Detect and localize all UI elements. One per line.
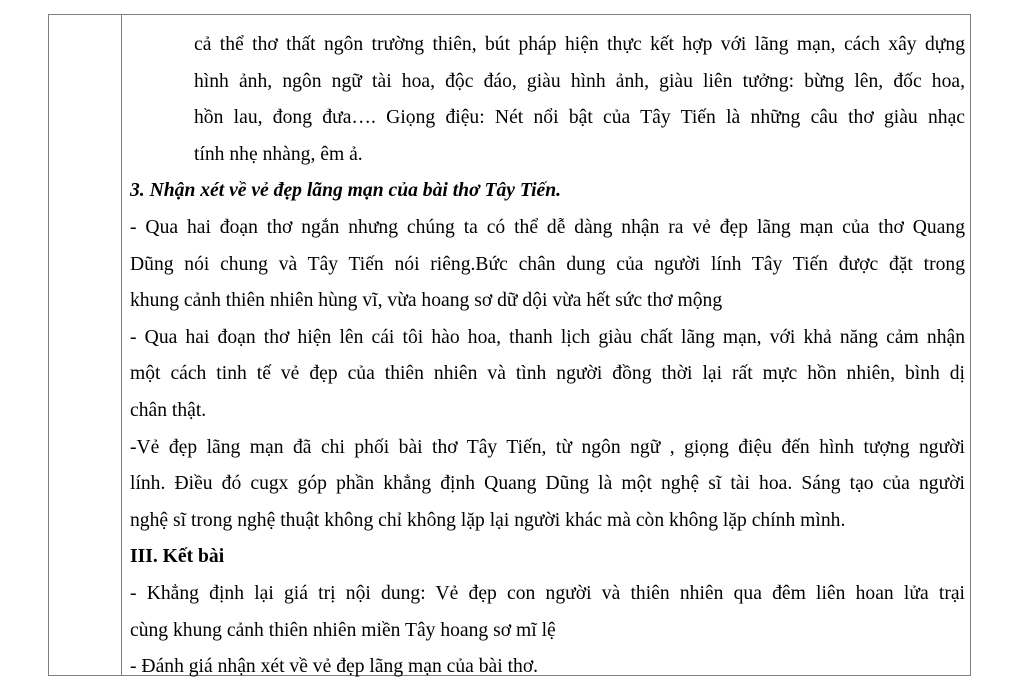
text-line: cùng khung cảnh thiên nhiên miền Tây hoang sơ mĩ lệ bbox=[130, 620, 556, 641]
text-line: Dũng nói chung và Tây Tiến nói riêng.Bức chân dung của người lính Tây Tiến được đặt trong bbox=[130, 254, 965, 275]
text-line: hình ảnh, ngôn ngữ tài hoa, độc đáo, giàu hình ảnh, giàu liên tưởng: bừng lên, đốc hoa, bbox=[194, 71, 965, 92]
column-divider bbox=[121, 15, 122, 675]
text-line: -Vẻ đẹp lãng mạn đã chi phối bài thơ Tây Tiến, từ ngôn ngữ , giọng điệu đến hình tượng người bbox=[130, 437, 965, 458]
text-line: hồn lau, đong đưa…. Giọng điệu: Nét nổi bật của Tây Tiến là những câu thơ giàu nhạc bbox=[194, 107, 965, 128]
text-line: nghệ sĩ trong nghệ thuật không chỉ không lặp lại người khác mà còn không lặp chính mình. bbox=[130, 510, 846, 531]
text-line: chân thật. bbox=[130, 400, 207, 421]
text-line: lính. Điều đó cugx góp phần khẳng định Quang Dũng là một nghệ sĩ tài hoa. Sáng tạo của người bbox=[130, 473, 965, 494]
text-line: tính nhẹ nhàng, êm ả. bbox=[194, 144, 363, 165]
text-line: khung cảnh thiên nhiên hùng vĩ, vừa hoang sơ dữ dội vừa hết sức thơ mộng bbox=[130, 290, 723, 311]
text-line: cả thể thơ thất ngôn trường thiên, bút pháp hiện thực kết hợp với lãng mạn, cách xây dựng bbox=[194, 34, 965, 55]
text-line: - Khẳng định lại giá trị nội dung: Vẻ đẹp con người và thiên nhiên qua đêm liên hoan lửa trại bbox=[130, 583, 965, 604]
text-line: một cách tinh tế vẻ đẹp của thiên nhiên và tình người đồng thời lại rất mực hồn nhiên, bình dị bbox=[130, 363, 965, 384]
text-line: - Qua hai đoạn thơ hiện lên cái tôi hào hoa, thanh lịch giàu chất lãng mạn, với khả năng cảm nhận bbox=[130, 327, 965, 348]
text-line: - Đánh giá nhận xét về vẻ đẹp lãng mạn của bài thơ. bbox=[130, 656, 539, 677]
content-table bbox=[48, 14, 971, 676]
section-heading: 3. Nhận xét về vẻ đẹp lãng mạn của bài thơ Tây Tiến. bbox=[130, 180, 562, 201]
section-heading: III. Kết bài bbox=[130, 546, 225, 567]
text-line: - Qua hai đoạn thơ ngắn nhưng chúng ta có thể dễ dàng nhận ra vẻ đẹp lãng mạn của thơ Quang bbox=[130, 217, 965, 238]
